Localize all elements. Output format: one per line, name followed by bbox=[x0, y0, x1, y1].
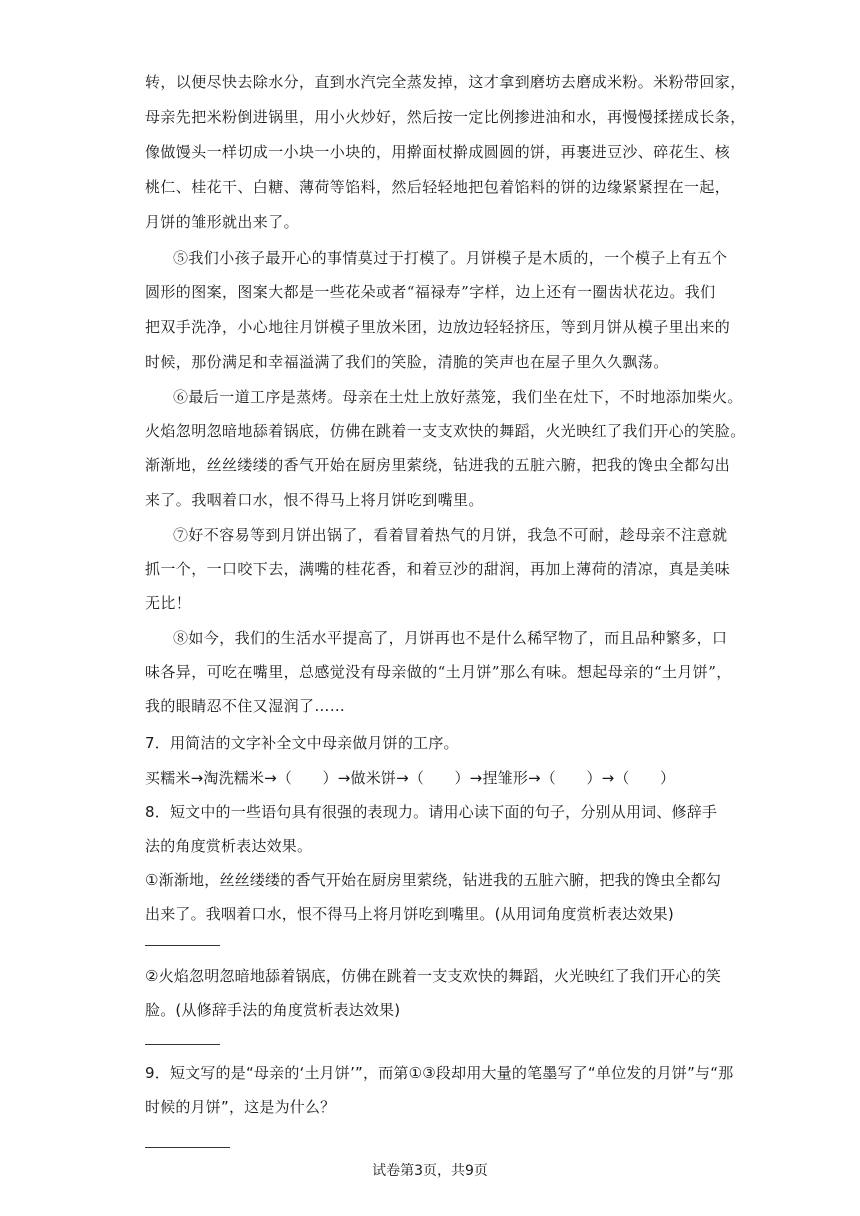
paragraph-6: ⑥最后一道工序是蒸烤。母亲在土灶上放好蒸笼，我们坐在灶下，不时地添加柴火。 bbox=[173, 388, 743, 406]
passage-line: 桃仁、桂花干、白糖、薄荷等馅料，然后轻轻地把包着馅料的饼的边缘紧紧捏在一起， bbox=[145, 178, 731, 196]
passage-line: 母亲先把米粉倒进锅里，用小火炒好，然后按一定比例掺进油和水，再慢慢揉搓成长条， bbox=[145, 108, 746, 126]
passage-line: 月饼的雏形就出来了。 bbox=[145, 213, 300, 231]
paragraph-7: ⑦好不容易等到月饼出锅了，看着冒着热气的月饼，我急不可耐，趁母亲不注意就 bbox=[173, 526, 728, 544]
passage-line: 时候，那份满足和幸福溢满了我们的笑脸，清脆的笑声也在屋子里久久飘荡。 bbox=[145, 353, 669, 371]
paragraph-5: ⑤我们小孩子最开心的事情莫过于打模了。月饼模子是木质的，一个模子上有五个 bbox=[173, 249, 728, 267]
question-7: 7．用简洁的文字补全文中母亲做月饼的工序。 bbox=[145, 734, 459, 752]
passage-line: 把双手洗净，小心地往月饼模子里放米团，边放边轻轻挤压，等到月饼从模子里出来的 bbox=[145, 318, 731, 336]
answer-blank[interactable] bbox=[145, 1044, 220, 1045]
question-8-line: 法的角度赏析表达效果。 bbox=[145, 837, 313, 855]
question-9: 9．短文写的是“母亲的‘土月饼’”，而第①③段却用大量的笔墨写了“单位发的月饼”与“那 bbox=[145, 1064, 734, 1082]
passage-line: 来了。我咽着口水，恨不得马上将月饼吃到嘴里。 bbox=[145, 491, 484, 509]
question-8-item-1-line: 出来了。我咽着口水，恨不得马上将月饼吃到嘴里。(从用词角度赏析表达效果) bbox=[145, 905, 674, 923]
passage-line: 火焰忽明忽暗地舔着锅底，仿佛在跳着一支支欢快的舞蹈，火光映红了我们开心的笑脸。 bbox=[145, 422, 746, 440]
passage-line: 像做馒头一样切成一小块一小块的，用擀面杖擀成圆圆的饼，再裹进豆沙、碎花生、核 bbox=[145, 143, 731, 161]
passage-line: 圆形的图案，图案大都是一些花朵或者“福禄寿”字样，边上还有一圈齿状花边。我们 bbox=[145, 283, 716, 301]
question-7-sequence: 买糯米→淘洗糯米→（ ）→做米饼→（ ）→捏雏形→（ ）→（ ） bbox=[145, 769, 676, 787]
question-8-item-1: ①渐渐地，丝丝缕缕的香气开始在厨房里萦绕，钻进我的五脏六腑，把我的馋虫全都勾 bbox=[145, 871, 722, 889]
question-8-item-2: ②火焰忽明忽暗地舔着锅底，仿佛在跳着一支支欢快的舞蹈，火光映红了我们开心的笑 bbox=[145, 967, 722, 985]
question-8-item-2-line: 脸。(从修辞手法的角度赏析表达效果) bbox=[145, 1001, 401, 1019]
question-8: 8．短文中的一些语句具有很强的表现力。请用心读下面的句子，分别从用词、修辞手 bbox=[145, 803, 718, 821]
question-9-line: 时候的月饼”，这是为什么？ bbox=[145, 1098, 336, 1116]
passage-line: 味各异，可吃在嘴里，总感觉没有母亲做的“土月饼”那么有味。想起母亲的“土月饼”， bbox=[145, 663, 732, 681]
paragraph-8: ⑧如今，我们的生活水平提高了，月饼再也不是什么稀罕物了，而且品种繁多，口 bbox=[173, 629, 728, 647]
page-footer: 试卷第3页，共9页 bbox=[372, 1163, 488, 1179]
answer-blank[interactable] bbox=[145, 945, 220, 946]
passage-line: 无比！ bbox=[145, 594, 192, 612]
answer-blank[interactable] bbox=[145, 1147, 230, 1148]
passage-line: 转，以便尽快去除水分，直到水汽完全蒸发掉，这才拿到磨坊去磨成米粉。米粉带回家， bbox=[145, 73, 746, 91]
passage-line: 渐渐地，丝丝缕缕的香气开始在厨房里萦绕，钻进我的五脏六腑，把我的馋虫全都勾出 bbox=[145, 456, 731, 474]
passage-line: 抓一个，一口咬下去，满嘴的桂花香，和着豆沙的甜润，再加上薄荷的清凉，真是美味 bbox=[145, 560, 731, 578]
passage-line: 我的眼睛忍不住又湿润了…… bbox=[145, 697, 346, 715]
